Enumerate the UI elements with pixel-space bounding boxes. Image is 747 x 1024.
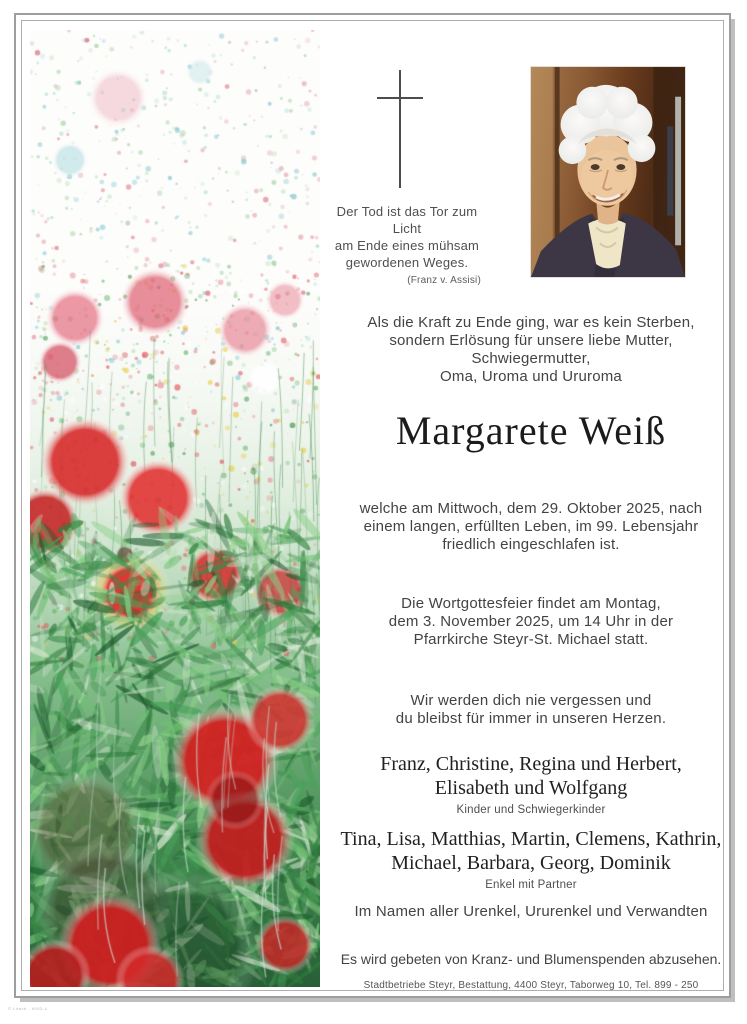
mourner-relation: Enkel mit Partner	[485, 879, 577, 891]
donation-note: Es wird gebeten von Kranz- und Blumenspenden abzusehen.	[340, 951, 722, 967]
remembrance-text	[335, 692, 727, 728]
quote-line: gewordenen Weges.	[345, 255, 469, 270]
intro-line: Oma, Uroma und Ururoma	[440, 368, 622, 385]
cross-icon	[399, 70, 401, 188]
service-line: Die Wortgottesfeier findet am Montag,	[401, 595, 661, 612]
mourner-relation: Kinder und Schwiegerkinder	[456, 804, 606, 816]
portrait-photo	[530, 66, 686, 278]
death-line: welche am Mittwoch, dem 29. Oktober 2025, nach	[359, 500, 703, 517]
quote-attribution: (Franz v. Assisi)	[407, 275, 481, 286]
printer-mark: © Litech - 9003-4	[8, 1006, 48, 1011]
memorial-quote	[331, 203, 483, 289]
intro-line: Als die Kraft zu Ende ging, war es kein Sterben,	[367, 314, 695, 331]
mourner-names: Michael, Barbara, Georg, Dominik	[391, 852, 671, 874]
funeral-home-footer: Stadtbetriebe Steyr, Bestattung, 4400 Steyr, Taborweg 10, Tel. 899 - 250	[363, 980, 699, 991]
service-text	[335, 595, 727, 649]
mourners-group-grandchildren	[335, 827, 727, 892]
service-line: Pfarrkirche Steyr-St. Michael statt.	[413, 631, 649, 648]
quote-line: am Ende eines mühsam	[334, 238, 480, 253]
mourner-names: Tina, Lisa, Matthias, Martin, Clemens, Kathrin,	[340, 828, 722, 850]
closing-text: Im Namen aller Urenkel, Ururenkel und Verwandten	[354, 903, 708, 920]
deceased-name: Margarete Weiß	[395, 408, 667, 453]
quote-line: Der Tod ist das Tor zum Licht	[336, 204, 478, 236]
service-line: dem 3. November 2025, um 14 Uhr in der	[388, 613, 674, 630]
portrait-illustration	[531, 67, 685, 277]
intro-text	[335, 314, 727, 386]
remembrance-line: Wir werden dich nie vergessen und	[410, 692, 652, 709]
cross-icon	[377, 97, 423, 99]
death-line: einem langen, erfüllten Leben, im 99. Lebensjahr	[363, 518, 699, 535]
poppy-painting	[30, 30, 320, 987]
death-line: friedlich eingeschlafen ist.	[442, 536, 620, 553]
mourners-group-children	[335, 752, 727, 817]
mourner-names: Elisabeth und Wolfgang	[434, 777, 628, 799]
intro-line: sondern Erlösung für unsere liebe Mutter, Schwiegermutter,	[389, 332, 673, 367]
remembrance-line: du bleibst für immer in unseren Herzen.	[395, 710, 667, 727]
mourner-names: Franz, Christine, Regina und Herbert,	[380, 753, 682, 775]
death-text	[335, 500, 727, 554]
